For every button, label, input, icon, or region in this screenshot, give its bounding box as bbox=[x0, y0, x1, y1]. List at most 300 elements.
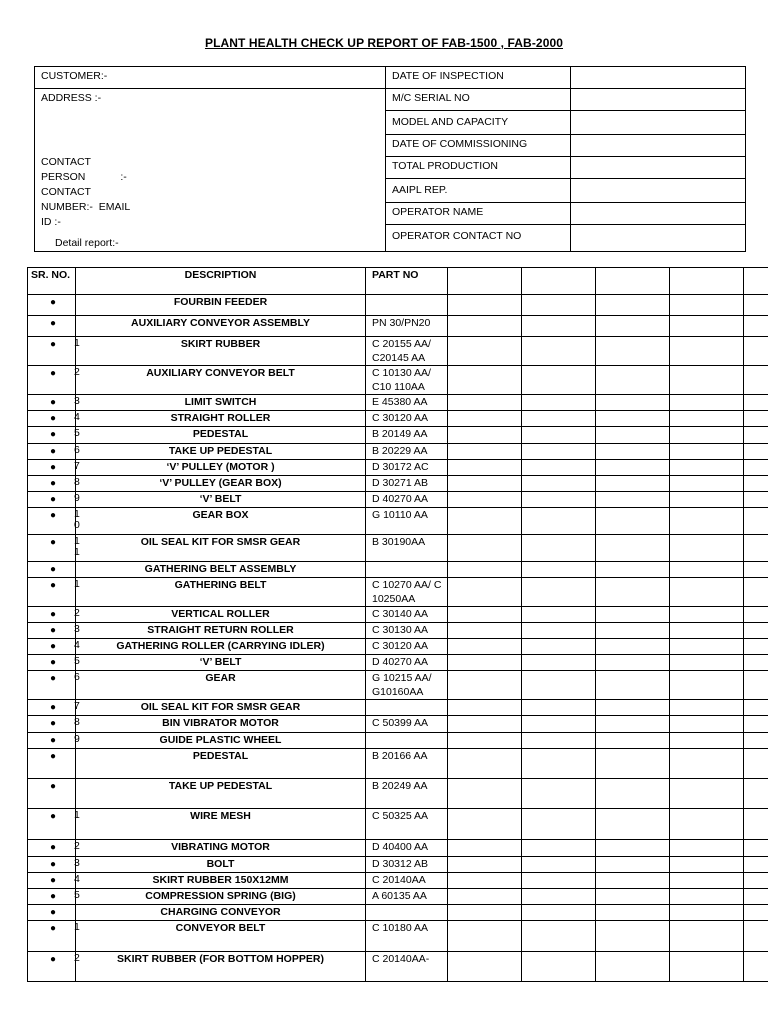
blank-entry-cell[interactable] bbox=[670, 508, 744, 535]
description-cell: LIMIT SWITCH bbox=[76, 395, 366, 411]
sr-number: 7 bbox=[74, 460, 80, 472]
sr-no-cell bbox=[28, 655, 80, 671]
blank-entry-cell[interactable] bbox=[448, 395, 522, 411]
blank-entry-cell[interactable] bbox=[448, 840, 522, 857]
blank-entry-cell[interactable] bbox=[448, 460, 522, 476]
blank-entry-cell[interactable] bbox=[448, 655, 522, 671]
description-cell: BIN VIBRATOR MOTOR bbox=[76, 716, 366, 733]
blank-entry-cell[interactable] bbox=[448, 921, 522, 952]
table-row bbox=[28, 700, 768, 716]
blank-entry-cell[interactable] bbox=[744, 295, 768, 316]
blank-entry-cell[interactable] bbox=[670, 952, 744, 982]
blank-entry-cell[interactable] bbox=[448, 508, 522, 535]
operator-name-value[interactable] bbox=[571, 203, 746, 225]
commissioning-date-label: DATE OF COMMISSIONING bbox=[386, 135, 571, 157]
part-no-cell: D 40270 AA bbox=[366, 655, 448, 671]
blank-entry-cell[interactable] bbox=[596, 578, 670, 607]
blank-entry-cell[interactable] bbox=[744, 840, 768, 857]
bullet-icon: ● bbox=[50, 718, 57, 729]
sr-no-cell bbox=[28, 476, 80, 492]
blank-entry-cell[interactable] bbox=[744, 508, 768, 535]
table-row bbox=[28, 840, 768, 857]
blank-entry-cell[interactable] bbox=[670, 492, 744, 508]
blank-entry-cell[interactable] bbox=[522, 655, 596, 671]
part-no-cell: B 30190AA bbox=[366, 535, 448, 562]
blank-entry-cell[interactable] bbox=[744, 779, 768, 809]
bullet-icon: ● bbox=[50, 429, 57, 440]
blank-entry-cell[interactable] bbox=[596, 889, 670, 905]
customer-label: CUSTOMER:- bbox=[35, 67, 386, 89]
part-no-cell: C 10270 AA/ C 10250AA bbox=[366, 578, 448, 607]
blank-entry-cell[interactable] bbox=[522, 840, 596, 857]
blank-entry-cell[interactable] bbox=[596, 840, 670, 857]
sr-number: 3 bbox=[74, 623, 80, 635]
blank-entry-cell[interactable] bbox=[744, 623, 768, 639]
sr-number: 5 bbox=[74, 427, 80, 439]
blank-entry-cell[interactable] bbox=[744, 476, 768, 492]
blank-entry-cell[interactable] bbox=[596, 395, 670, 411]
blank-entry-cell[interactable] bbox=[522, 809, 596, 840]
blank-entry-cell[interactable] bbox=[448, 671, 522, 700]
blank-entry-cell[interactable] bbox=[670, 460, 744, 476]
blank-entry-cell[interactable] bbox=[744, 535, 768, 562]
blank-entry-cell[interactable] bbox=[670, 749, 744, 779]
blank-entry-cell[interactable] bbox=[522, 671, 596, 700]
blank-entry-cell[interactable] bbox=[670, 607, 744, 623]
blank-entry-cell[interactable] bbox=[670, 535, 744, 562]
model-capacity-value[interactable] bbox=[571, 111, 746, 135]
blank-entry-cell[interactable] bbox=[744, 492, 768, 508]
blank-entry-cell[interactable] bbox=[522, 873, 596, 889]
part-no-cell: C 20140AA bbox=[366, 873, 448, 889]
bullet-icon: ● bbox=[50, 564, 57, 575]
blank-entry-cell[interactable] bbox=[522, 952, 596, 982]
date-of-inspection-label: DATE OF INSPECTION bbox=[386, 67, 571, 89]
blank-entry-cell[interactable] bbox=[596, 535, 670, 562]
blank-entry-cell[interactable] bbox=[448, 411, 522, 427]
sr-number: 1 bbox=[74, 337, 80, 349]
blank-entry-cell[interactable] bbox=[670, 716, 744, 733]
table-row bbox=[28, 857, 768, 873]
bullet-icon: ● bbox=[50, 702, 57, 713]
table-row bbox=[28, 395, 768, 411]
blank-entry-cell[interactable] bbox=[596, 444, 670, 460]
bullet-icon: ● bbox=[50, 657, 57, 668]
blank-entry-cell[interactable] bbox=[670, 476, 744, 492]
table-row bbox=[28, 733, 768, 749]
blank-entry-cell[interactable] bbox=[448, 700, 522, 716]
blank-entry-cell[interactable] bbox=[448, 316, 522, 337]
blank-entry-cell[interactable] bbox=[522, 905, 596, 921]
blank-entry-cell[interactable] bbox=[596, 337, 670, 366]
sr-no-cell bbox=[28, 411, 80, 427]
blank-entry-cell[interactable] bbox=[744, 411, 768, 427]
bullet-icon: ● bbox=[50, 494, 57, 505]
blank-entry-cell[interactable] bbox=[744, 578, 768, 607]
blank-entry-cell[interactable] bbox=[670, 411, 744, 427]
blank-entry-cell[interactable] bbox=[670, 427, 744, 444]
blank-entry-cell[interactable] bbox=[744, 395, 768, 411]
blank-entry-cell[interactable] bbox=[670, 840, 744, 857]
bullet-icon: ● bbox=[50, 397, 57, 408]
blank-entry-cell[interactable] bbox=[670, 578, 744, 607]
blank-entry-cell[interactable] bbox=[596, 411, 670, 427]
blank-entry-cell[interactable] bbox=[522, 460, 596, 476]
blank-entry-cell[interactable] bbox=[744, 921, 768, 952]
blank-entry-cell[interactable] bbox=[522, 623, 596, 639]
part-no-cell: B 20166 AA bbox=[366, 749, 448, 779]
sr-number: 5 bbox=[74, 655, 80, 667]
blank-entry-cell[interactable] bbox=[448, 366, 522, 395]
blank-entry-cell[interactable] bbox=[744, 733, 768, 749]
description-cell: VIBRATING MOTOR bbox=[76, 840, 366, 857]
table-row bbox=[28, 444, 768, 460]
blank-entry-cell[interactable] bbox=[522, 476, 596, 492]
blank-entry-cell[interactable] bbox=[522, 295, 596, 316]
blank-entry-cell[interactable] bbox=[448, 578, 522, 607]
table-row bbox=[28, 952, 768, 982]
sr-no-cell bbox=[28, 733, 80, 749]
table-row bbox=[28, 492, 768, 508]
description-cell: GUIDE PLASTIC WHEEL bbox=[76, 733, 366, 749]
sr-number: 6 bbox=[74, 444, 80, 456]
description-cell: ‘V’ BELT bbox=[76, 655, 366, 671]
blank-header bbox=[670, 268, 744, 295]
blank-entry-cell[interactable] bbox=[596, 607, 670, 623]
blank-entry-cell[interactable] bbox=[448, 535, 522, 562]
sr-number: 3 bbox=[74, 395, 80, 407]
blank-entry-cell[interactable] bbox=[596, 508, 670, 535]
blank-entry-cell[interactable] bbox=[596, 700, 670, 716]
blank-entry-cell[interactable] bbox=[448, 809, 522, 840]
date-of-inspection-value[interactable] bbox=[571, 67, 746, 89]
table-row bbox=[28, 873, 768, 889]
blank-entry-cell[interactable] bbox=[522, 366, 596, 395]
sr-number: 4 bbox=[74, 411, 80, 423]
blank-entry-cell[interactable] bbox=[744, 562, 768, 578]
address-contact-cell bbox=[35, 89, 386, 252]
blank-entry-cell[interactable] bbox=[596, 857, 670, 873]
blank-header bbox=[596, 268, 670, 295]
blank-entry-cell[interactable] bbox=[448, 905, 522, 921]
blank-entry-cell[interactable] bbox=[596, 562, 670, 578]
blank-entry-cell[interactable] bbox=[744, 749, 768, 779]
blank-entry-cell[interactable] bbox=[522, 578, 596, 607]
table-row bbox=[28, 779, 768, 809]
blank-entry-cell[interactable] bbox=[448, 295, 522, 316]
bullet-icon: ● bbox=[50, 580, 57, 591]
blank-entry-cell[interactable] bbox=[670, 921, 744, 952]
operator-contact-label: OPERATOR CONTACT NO bbox=[386, 225, 571, 252]
inspection-header-table bbox=[34, 66, 746, 252]
sr-no-cell bbox=[28, 562, 76, 578]
part-no-cell: C 30140 AA bbox=[366, 607, 448, 623]
bullet-icon: ● bbox=[50, 781, 57, 792]
bullet-icon: ● bbox=[50, 923, 57, 934]
blank-entry-cell[interactable] bbox=[522, 733, 596, 749]
blank-entry-cell[interactable] bbox=[522, 889, 596, 905]
description-cell: TAKE UP PEDESTAL bbox=[76, 444, 366, 460]
sr-no-cell bbox=[28, 671, 80, 700]
blank-entry-cell[interactable] bbox=[448, 889, 522, 905]
blank-entry-cell[interactable] bbox=[448, 639, 522, 655]
blank-entry-cell[interactable] bbox=[744, 873, 768, 889]
table-row bbox=[28, 921, 768, 952]
blank-entry-cell[interactable] bbox=[744, 366, 768, 395]
blank-entry-cell[interactable] bbox=[448, 952, 522, 982]
description-cell: STRAIGHT ROLLER bbox=[76, 411, 366, 427]
blank-entry-cell[interactable] bbox=[448, 492, 522, 508]
blank-entry-cell[interactable] bbox=[522, 607, 596, 623]
blank-entry-cell[interactable] bbox=[744, 444, 768, 460]
blank-entry-cell[interactable] bbox=[744, 809, 768, 840]
address-label: ADDRESS :- bbox=[41, 92, 102, 104]
blank-entry-cell[interactable] bbox=[670, 655, 744, 671]
blank-entry-cell[interactable] bbox=[670, 639, 744, 655]
blank-entry-cell[interactable] bbox=[744, 337, 768, 366]
blank-entry-cell[interactable] bbox=[522, 921, 596, 952]
blank-entry-cell[interactable] bbox=[596, 671, 670, 700]
description-cell: PEDESTAL bbox=[76, 749, 366, 779]
contact-line: CONTACT bbox=[41, 186, 91, 198]
blank-entry-cell[interactable] bbox=[670, 562, 744, 578]
blank-entry-cell[interactable] bbox=[596, 492, 670, 508]
blank-entry-cell[interactable] bbox=[670, 366, 744, 395]
sr-no-cell bbox=[28, 779, 76, 809]
part-no-cell: C 10180 AA bbox=[366, 921, 448, 952]
sr-no-cell bbox=[28, 316, 76, 337]
bullet-icon: ● bbox=[50, 537, 57, 548]
blank-entry-cell[interactable] bbox=[744, 857, 768, 873]
commissioning-date-value[interactable] bbox=[571, 135, 746, 157]
blank-entry-cell[interactable] bbox=[448, 607, 522, 623]
blank-entry-cell[interactable] bbox=[744, 952, 768, 982]
blank-entry-cell[interactable] bbox=[744, 905, 768, 921]
blank-entry-cell[interactable] bbox=[522, 749, 596, 779]
blank-entry-cell[interactable] bbox=[596, 733, 670, 749]
part-no-cell: D 30271 AB bbox=[366, 476, 448, 492]
sr-no-cell bbox=[28, 444, 80, 460]
sr-number: 5 bbox=[74, 889, 80, 901]
sr-number: 1 bbox=[74, 809, 80, 821]
blank-entry-cell[interactable] bbox=[744, 889, 768, 905]
operator-contact-value[interactable] bbox=[571, 225, 746, 252]
part-no-cell bbox=[366, 905, 448, 921]
blank-entry-cell[interactable] bbox=[670, 444, 744, 460]
table-row bbox=[28, 671, 768, 700]
blank-entry-cell[interactable] bbox=[744, 316, 768, 337]
sr-no-cell bbox=[28, 840, 80, 857]
bullet-icon: ● bbox=[50, 907, 57, 918]
description-cell: VERTICAL ROLLER bbox=[76, 607, 366, 623]
blank-entry-cell[interactable] bbox=[448, 716, 522, 733]
operator-name-label: OPERATOR NAME bbox=[386, 203, 571, 225]
blank-entry-cell[interactable] bbox=[596, 623, 670, 639]
part-no-cell: D 40400 AA bbox=[366, 840, 448, 857]
blank-entry-cell[interactable] bbox=[522, 411, 596, 427]
sr-no-cell bbox=[28, 889, 80, 905]
blank-entry-cell[interactable] bbox=[744, 427, 768, 444]
blank-entry-cell[interactable] bbox=[522, 508, 596, 535]
blank-entry-cell[interactable] bbox=[596, 779, 670, 809]
aaipl-rep-value[interactable] bbox=[571, 179, 746, 203]
description-cell: GATHERING ROLLER (CARRYING IDLER) bbox=[76, 639, 366, 655]
blank-header bbox=[448, 268, 522, 295]
blank-entry-cell[interactable] bbox=[448, 444, 522, 460]
blank-entry-cell[interactable] bbox=[522, 316, 596, 337]
blank-entry-cell[interactable] bbox=[670, 337, 744, 366]
blank-entry-cell[interactable] bbox=[596, 316, 670, 337]
bullet-icon: ● bbox=[50, 954, 57, 965]
blank-entry-cell[interactable] bbox=[448, 623, 522, 639]
part-no-cell: C 10130 AA/ C10 110AA bbox=[366, 366, 448, 395]
contact-block bbox=[41, 155, 379, 230]
blank-entry-cell[interactable] bbox=[522, 444, 596, 460]
sr-no-cell bbox=[28, 508, 80, 535]
contact-line: CONTACT bbox=[41, 156, 91, 168]
blank-entry-cell[interactable] bbox=[448, 476, 522, 492]
description-cell: SKIRT RUBBER 150X12MM bbox=[76, 873, 366, 889]
sr-no-cell bbox=[28, 460, 80, 476]
blank-entry-cell[interactable] bbox=[744, 716, 768, 733]
blank-entry-cell[interactable] bbox=[596, 873, 670, 889]
blank-entry-cell[interactable] bbox=[448, 873, 522, 889]
bullet-icon: ● bbox=[50, 510, 57, 521]
blank-entry-cell[interactable] bbox=[744, 460, 768, 476]
sr-number: 4 bbox=[74, 639, 80, 651]
part-no-cell: C 50399 AA bbox=[366, 716, 448, 733]
blank-entry-cell[interactable] bbox=[522, 700, 596, 716]
part-no-cell: A 60135 AA bbox=[366, 889, 448, 905]
total-production-value[interactable] bbox=[571, 157, 746, 179]
contact-line: PERSON :- bbox=[41, 171, 127, 183]
blank-entry-cell[interactable] bbox=[522, 337, 596, 366]
sr-number: 1 1 bbox=[74, 535, 80, 558]
sr-number: 3 bbox=[74, 857, 80, 869]
blank-entry-cell[interactable] bbox=[596, 639, 670, 655]
part-no-cell: D 30172 AC bbox=[366, 460, 448, 476]
blank-entry-cell[interactable] bbox=[448, 427, 522, 444]
blank-entry-cell[interactable] bbox=[596, 655, 670, 671]
blank-entry-cell[interactable] bbox=[522, 716, 596, 733]
table-row bbox=[28, 535, 768, 562]
blank-entry-cell[interactable] bbox=[596, 921, 670, 952]
blank-entry-cell[interactable] bbox=[596, 952, 670, 982]
bullet-icon: ● bbox=[50, 609, 57, 620]
blank-entry-cell[interactable] bbox=[670, 316, 744, 337]
blank-entry-cell[interactable] bbox=[522, 427, 596, 444]
description-cell: OIL SEAL KIT FOR SMSR GEAR bbox=[76, 535, 366, 562]
blank-entry-cell[interactable] bbox=[448, 779, 522, 809]
blank-entry-cell[interactable] bbox=[596, 460, 670, 476]
bullet-icon: ● bbox=[50, 641, 57, 652]
aaipl-rep-label: AAIPL REP. bbox=[386, 179, 571, 203]
sr-number: 2 bbox=[74, 366, 80, 378]
sr-no-cell bbox=[28, 578, 80, 607]
blank-entry-cell[interactable] bbox=[448, 733, 522, 749]
part-no-cell: B 20149 AA bbox=[366, 427, 448, 444]
blank-entry-cell[interactable] bbox=[670, 857, 744, 873]
serial-no-label: M/C SERIAL NO bbox=[386, 89, 571, 111]
blank-entry-cell[interactable] bbox=[670, 395, 744, 411]
blank-entry-cell[interactable] bbox=[596, 427, 670, 444]
description-cell: GATHERING BELT bbox=[76, 578, 366, 607]
sr-no-cell bbox=[28, 716, 80, 733]
table-row bbox=[28, 716, 768, 733]
description-cell: GATHERING BELT ASSEMBLY bbox=[76, 562, 366, 578]
description-cell: ‘V’ PULLEY (GEAR BOX) bbox=[76, 476, 366, 492]
blank-entry-cell[interactable] bbox=[670, 733, 744, 749]
description-cell: GEAR BOX bbox=[76, 508, 366, 535]
blank-entry-cell[interactable] bbox=[522, 492, 596, 508]
table-row bbox=[28, 562, 768, 578]
sr-no-cell bbox=[28, 492, 80, 508]
blank-entry-cell[interactable] bbox=[522, 395, 596, 411]
blank-entry-cell[interactable] bbox=[670, 700, 744, 716]
part-no-cell bbox=[366, 562, 448, 578]
table-row bbox=[28, 411, 768, 427]
blank-entry-cell[interactable] bbox=[596, 476, 670, 492]
blank-entry-cell[interactable] bbox=[670, 809, 744, 840]
blank-entry-cell[interactable] bbox=[596, 366, 670, 395]
blank-entry-cell[interactable] bbox=[522, 857, 596, 873]
blank-entry-cell[interactable] bbox=[448, 562, 522, 578]
blank-entry-cell[interactable] bbox=[522, 562, 596, 578]
blank-entry-cell[interactable] bbox=[596, 905, 670, 921]
blank-entry-cell[interactable] bbox=[744, 639, 768, 655]
blank-entry-cell[interactable] bbox=[744, 655, 768, 671]
blank-entry-cell[interactable] bbox=[744, 607, 768, 623]
blank-entry-cell[interactable] bbox=[670, 889, 744, 905]
serial-no-value[interactable] bbox=[571, 89, 746, 111]
blank-entry-cell[interactable] bbox=[596, 809, 670, 840]
bullet-icon: ● bbox=[50, 478, 57, 489]
sr-no-cell bbox=[28, 427, 80, 444]
blank-entry-cell[interactable] bbox=[522, 779, 596, 809]
blank-entry-cell[interactable] bbox=[596, 295, 670, 316]
blank-entry-cell[interactable] bbox=[448, 749, 522, 779]
blank-entry-cell[interactable] bbox=[744, 671, 768, 700]
blank-entry-cell[interactable] bbox=[522, 535, 596, 562]
blank-entry-cell[interactable] bbox=[596, 749, 670, 779]
blank-entry-cell[interactable] bbox=[670, 295, 744, 316]
table-row bbox=[28, 889, 768, 905]
sr-number: 9 bbox=[74, 733, 80, 745]
blank-entry-cell[interactable] bbox=[448, 857, 522, 873]
sr-number: 8 bbox=[74, 476, 80, 488]
sr-no-cell bbox=[28, 809, 80, 840]
part-no-cell: C 20140AA- bbox=[366, 952, 448, 982]
sr-no-cell bbox=[28, 921, 80, 952]
sr-no-cell bbox=[28, 700, 80, 716]
blank-entry-cell[interactable] bbox=[670, 905, 744, 921]
blank-entry-cell[interactable] bbox=[522, 639, 596, 655]
sr-no-cell bbox=[28, 395, 80, 411]
table-row bbox=[28, 607, 768, 623]
blank-entry-cell[interactable] bbox=[670, 873, 744, 889]
blank-entry-cell[interactable] bbox=[670, 671, 744, 700]
blank-entry-cell[interactable] bbox=[448, 337, 522, 366]
blank-entry-cell[interactable] bbox=[596, 716, 670, 733]
part-no-cell: E 45380 AA bbox=[366, 395, 448, 411]
page-title: PLANT HEALTH CHECK UP REPORT OF FAB-1500 , FAB-2000 bbox=[204, 36, 564, 50]
sr-no-header: SR. NO. bbox=[28, 268, 76, 295]
blank-entry-cell[interactable] bbox=[670, 779, 744, 809]
table-row bbox=[28, 337, 768, 366]
blank-entry-cell[interactable] bbox=[670, 623, 744, 639]
sr-no-cell bbox=[28, 639, 80, 655]
blank-entry-cell[interactable] bbox=[744, 700, 768, 716]
